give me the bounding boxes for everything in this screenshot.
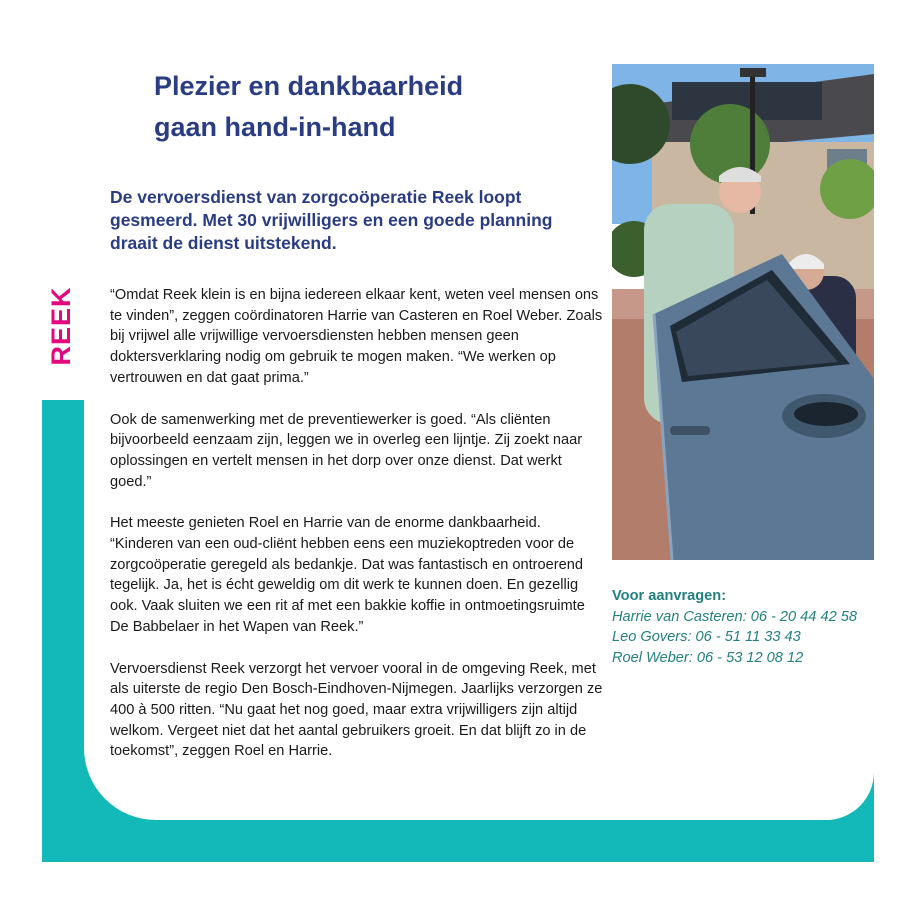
article-title: [154, 66, 574, 148]
title-line-1: Plezier en dankbaarheid: [154, 71, 464, 101]
contact-roel: Roel Weber: 06 - 53 12 08 12: [612, 649, 804, 666]
paragraph-1: “Omdat Reek klein is en bijna iedereen elkaar kent, weten veel mensen ons te vinden”, zeggen coördinatoren Harrie van Casteren en Roel Weber. Zoals bij vrijwel alle vrijwillige vervoersdiensten hebben mensen geen doktersverklaring nodig om gebruik te mogen maken. “We werken op vertrouwen en dat gaat prima.”: [110, 287, 603, 386]
article-intro: De vervoersdienst van zorgcoöperatie Reek loopt gesmeerd. Met 30 vrijwilligers en een goede planning draait de dienst uitstekend.: [110, 187, 553, 253]
contact-leo: Leo Govers: 06 - 51 11 33 43: [612, 629, 801, 645]
title-line-2: gaan hand-in-hand: [154, 112, 396, 142]
contact-harrie: Harrie van Casteren: 06 - 20 44 42 58: [612, 608, 857, 625]
paragraph-2: Ook de samenwerking met de preventiewerker is goed. “Als cliënten bijvoorbeeld eenzaam zijn, leggen we in overleg een lijntje. Zij zoekt naar oplossingen en vertelt mensen in het dorp over onze dienst. Dat werkt goed.”: [110, 411, 583, 490]
article-photo: [612, 64, 874, 560]
contact-block: [612, 586, 874, 668]
contact-heading: Voor aanvragen:: [612, 588, 727, 604]
paragraph-4: Vervoersdienst Reek verzorgt het vervoer vooral in de omgeving Reek, met als uiterste de regio Den Bosch-Eindhoven-Nijmegen. Jaarlijks verzorgen ze 400 à 500 ritten. “Nu gaat het nog goed, maar extra vrijwilligers zijn altijd welkom. Vergeet niet dat het aantal gebruikers groeit. En dat blijft zo in de toekomst”, zeggen Roel en Harrie.: [110, 660, 603, 760]
article-body: [110, 285, 606, 783]
paragraph-3: Het meeste genieten Roel en Harrie van de enorme dankbaarheid. “Kinderen van een oud-cliënt hebben eens een muziekoptreden voor de zorgcoöperatie geregeld als bedankje. Dat was fantastisch en ontroerend tegelijk. Ja, het is écht geweldig om dit werk te kunnen doen. En gezellig ook. Vaak sluiten we een rit af met een bakkie koffie in ontmoetingsruimte De Babbelaer in het Wapen van Reek.”: [110, 515, 585, 635]
side-label-reek: REEK: [46, 286, 76, 366]
